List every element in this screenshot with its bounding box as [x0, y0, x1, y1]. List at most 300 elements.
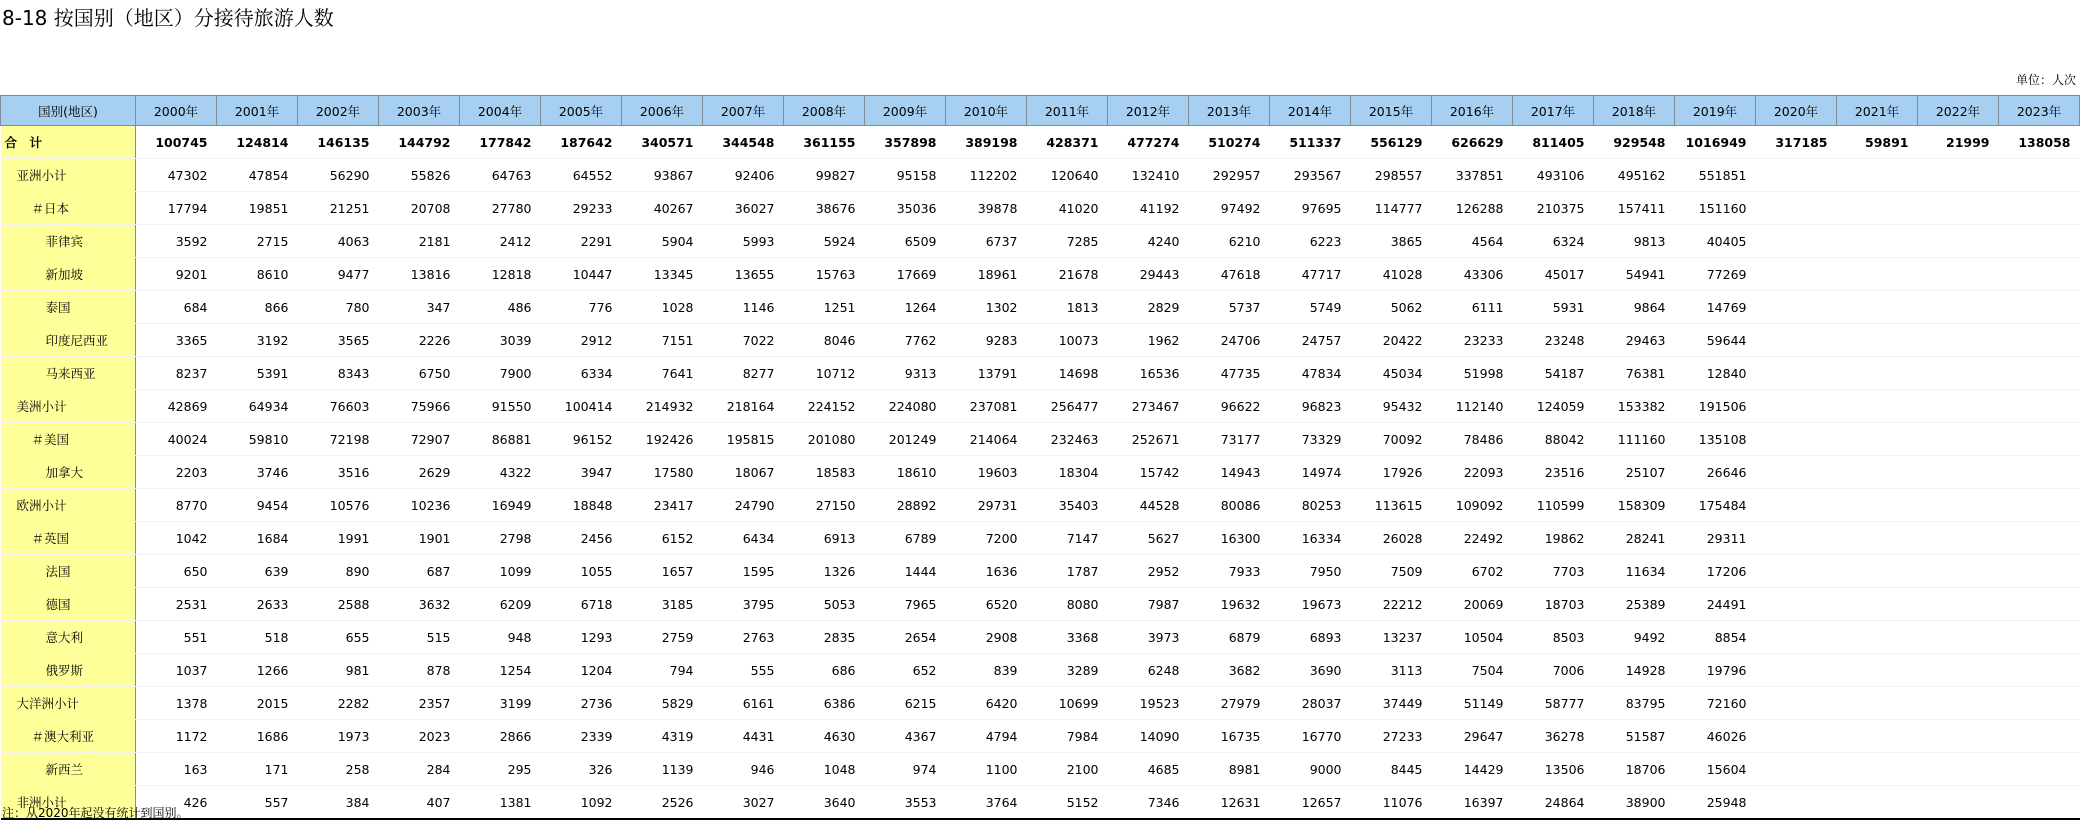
value-cell: 56290 [298, 159, 379, 192]
value-cell [1837, 786, 1918, 820]
value-cell: 1813 [1027, 291, 1108, 324]
header-year: 2013年 [1189, 96, 1270, 126]
value-cell: 6509 [865, 225, 946, 258]
value-cell: 3632 [379, 588, 460, 621]
value-cell: 25948 [1675, 786, 1756, 820]
value-cell: 2633 [217, 588, 298, 621]
value-cell: 83795 [1594, 687, 1675, 720]
value-cell [1918, 555, 1999, 588]
value-cell: 26028 [1351, 522, 1432, 555]
value-cell: 37449 [1351, 687, 1432, 720]
value-cell: 18067 [703, 456, 784, 489]
value-cell: 18848 [541, 489, 622, 522]
value-cell: 14429 [1432, 753, 1513, 786]
value-cell: 3795 [703, 588, 784, 621]
value-cell: 36027 [703, 192, 784, 225]
value-cell: 8854 [1675, 621, 1756, 654]
value-cell: 1092 [541, 786, 622, 820]
value-cell: 946 [703, 753, 784, 786]
value-cell: 35036 [865, 192, 946, 225]
value-cell: 1302 [946, 291, 1027, 324]
value-cell [1918, 489, 1999, 522]
value-cell [1999, 258, 2080, 291]
value-cell: 28241 [1594, 522, 1675, 555]
value-cell: 99827 [784, 159, 865, 192]
value-cell: 2715 [217, 225, 298, 258]
value-cell: 19632 [1189, 588, 1270, 621]
value-cell: 974 [865, 753, 946, 786]
value-cell: 551 [136, 621, 217, 654]
value-cell: 7285 [1027, 225, 1108, 258]
value-cell: 214932 [622, 390, 703, 423]
unit-label: 单位：人次 [2015, 73, 2076, 87]
value-cell: 17926 [1351, 456, 1432, 489]
value-cell: 5391 [217, 357, 298, 390]
value-cell: 17206 [1675, 555, 1756, 588]
value-cell [1999, 621, 2080, 654]
value-cell: 96622 [1189, 390, 1270, 423]
value-cell: 4063 [298, 225, 379, 258]
value-cell: 2912 [541, 324, 622, 357]
table-row [1, 489, 2080, 522]
value-cell: 555 [703, 654, 784, 687]
value-cell: 1657 [622, 555, 703, 588]
value-cell: 551851 [1675, 159, 1756, 192]
value-cell: 811405 [1513, 126, 1594, 159]
value-cell: 175484 [1675, 489, 1756, 522]
value-cell: 6879 [1189, 621, 1270, 654]
value-cell [1756, 654, 1837, 687]
value-cell [1918, 159, 1999, 192]
value-cell: 493106 [1513, 159, 1594, 192]
value-cell: 650 [136, 555, 217, 588]
value-cell: 3368 [1027, 621, 1108, 654]
value-cell: 3113 [1351, 654, 1432, 687]
value-cell [1756, 588, 1837, 621]
value-cell: 486 [460, 291, 541, 324]
row-label: 非洲小计 [1, 786, 136, 820]
value-cell: 780 [298, 291, 379, 324]
value-cell: 981 [298, 654, 379, 687]
row-label: ＃日本 [1, 192, 136, 225]
value-cell: 192426 [622, 423, 703, 456]
value-cell: 16397 [1432, 786, 1513, 820]
value-cell: 9283 [946, 324, 1027, 357]
value-cell: 1264 [865, 291, 946, 324]
value-cell: 171 [217, 753, 298, 786]
header-year: 2002年 [298, 96, 379, 126]
value-cell: 39878 [946, 192, 1027, 225]
row-label: 大洋洲小计 [1, 687, 136, 720]
value-cell: 258 [298, 753, 379, 786]
value-cell [1999, 720, 2080, 753]
value-cell: 2526 [622, 786, 703, 820]
value-cell: 1048 [784, 753, 865, 786]
value-cell [1756, 522, 1837, 555]
value-cell: 44528 [1108, 489, 1189, 522]
value-cell: 1973 [298, 720, 379, 753]
value-cell: 47302 [136, 159, 217, 192]
value-cell: 75966 [379, 390, 460, 423]
value-cell [1918, 258, 1999, 291]
value-cell: 361155 [784, 126, 865, 159]
value-cell: 218164 [703, 390, 784, 423]
value-cell [1756, 786, 1837, 820]
value-cell: 13506 [1513, 753, 1594, 786]
value-cell: 14769 [1675, 291, 1756, 324]
value-cell: 6750 [379, 357, 460, 390]
value-cell: 4367 [865, 720, 946, 753]
value-cell: 24706 [1189, 324, 1270, 357]
value-cell: 187642 [541, 126, 622, 159]
value-cell: 224080 [865, 390, 946, 423]
table-row [1, 654, 2080, 687]
value-cell: 59810 [217, 423, 298, 456]
value-cell: 201080 [784, 423, 865, 456]
value-cell: 210375 [1513, 192, 1594, 225]
value-cell: 6913 [784, 522, 865, 555]
value-cell: 7641 [622, 357, 703, 390]
value-cell: 191506 [1675, 390, 1756, 423]
value-cell: 5904 [622, 225, 703, 258]
value-cell: 9813 [1594, 225, 1675, 258]
value-cell: 1016949 [1675, 126, 1756, 159]
table-row [1, 522, 2080, 555]
value-cell: 3192 [217, 324, 298, 357]
value-cell: 5829 [622, 687, 703, 720]
value-cell [1999, 192, 2080, 225]
row-label: 美洲小计 [1, 390, 136, 423]
table-row [1, 753, 2080, 786]
value-cell [1918, 522, 1999, 555]
value-cell: 8237 [136, 357, 217, 390]
value-cell [1756, 687, 1837, 720]
value-cell: 23248 [1513, 324, 1594, 357]
value-cell: 19796 [1675, 654, 1756, 687]
value-cell: 1139 [622, 753, 703, 786]
header-year: 2022年 [1918, 96, 1999, 126]
value-cell [1918, 720, 1999, 753]
header-year: 2019年 [1675, 96, 1756, 126]
value-cell: 1146 [703, 291, 784, 324]
header-year: 2018年 [1594, 96, 1675, 126]
header-name-column: 国别(地区) [1, 96, 136, 126]
value-cell: 1266 [217, 654, 298, 687]
value-cell: 9454 [217, 489, 298, 522]
value-cell: 19603 [946, 456, 1027, 489]
value-cell: 42869 [136, 390, 217, 423]
value-cell: 1595 [703, 555, 784, 588]
row-label: 法国 [1, 555, 136, 588]
value-cell: 4431 [703, 720, 784, 753]
value-cell: 2736 [541, 687, 622, 720]
value-cell [1837, 192, 1918, 225]
value-cell: 347 [379, 291, 460, 324]
value-cell: 47618 [1189, 258, 1270, 291]
value-cell: 18304 [1027, 456, 1108, 489]
value-cell: 16300 [1189, 522, 1270, 555]
value-cell [1756, 225, 1837, 258]
value-cell: 29443 [1108, 258, 1189, 291]
value-cell: 59644 [1675, 324, 1756, 357]
value-cell [1837, 687, 1918, 720]
value-cell: 5749 [1270, 291, 1351, 324]
value-cell: 1381 [460, 786, 541, 820]
value-cell: 2759 [622, 621, 703, 654]
table-row [1, 786, 2080, 820]
value-cell [1837, 654, 1918, 687]
value-cell: 112140 [1432, 390, 1513, 423]
value-cell: 8610 [217, 258, 298, 291]
value-cell: 5627 [1108, 522, 1189, 555]
value-cell: 24491 [1675, 588, 1756, 621]
value-cell: 3289 [1027, 654, 1108, 687]
value-cell: 24864 [1513, 786, 1594, 820]
value-cell: 7509 [1351, 555, 1432, 588]
value-cell: 518 [217, 621, 298, 654]
value-cell: 29731 [946, 489, 1027, 522]
value-cell: 866 [217, 291, 298, 324]
value-cell: 8046 [784, 324, 865, 357]
value-cell: 2629 [379, 456, 460, 489]
value-cell [1837, 522, 1918, 555]
value-cell: 477274 [1108, 126, 1189, 159]
value-cell: 1378 [136, 687, 217, 720]
value-cell: 3682 [1189, 654, 1270, 687]
value-cell [1999, 489, 2080, 522]
value-cell: 293567 [1270, 159, 1351, 192]
value-cell: 6209 [460, 588, 541, 621]
value-cell: 18961 [946, 258, 1027, 291]
value-cell: 3365 [136, 324, 217, 357]
value-cell: 7022 [703, 324, 784, 357]
value-cell: 17580 [622, 456, 703, 489]
value-cell: 337851 [1432, 159, 1513, 192]
value-cell: 135108 [1675, 423, 1756, 456]
value-cell: 41020 [1027, 192, 1108, 225]
value-cell: 97492 [1189, 192, 1270, 225]
value-cell: 18610 [865, 456, 946, 489]
value-cell: 929548 [1594, 126, 1675, 159]
value-cell: 686 [784, 654, 865, 687]
row-label: ＃美国 [1, 423, 136, 456]
value-cell: 389198 [946, 126, 1027, 159]
value-cell: 557 [217, 786, 298, 820]
value-cell: 2412 [460, 225, 541, 258]
value-cell: 7900 [460, 357, 541, 390]
value-cell [1837, 423, 1918, 456]
value-cell: 256477 [1027, 390, 1108, 423]
value-cell: 890 [298, 555, 379, 588]
value-cell: 292957 [1189, 159, 1270, 192]
value-cell: 2531 [136, 588, 217, 621]
value-cell: 2100 [1027, 753, 1108, 786]
header-year: 2000年 [136, 96, 217, 126]
value-cell: 151160 [1675, 192, 1756, 225]
value-cell: 1444 [865, 555, 946, 588]
value-cell: 27780 [460, 192, 541, 225]
header-year: 2023年 [1999, 96, 2080, 126]
value-cell: 26646 [1675, 456, 1756, 489]
value-cell [1837, 324, 1918, 357]
value-cell: 4240 [1108, 225, 1189, 258]
value-cell: 3027 [703, 786, 784, 820]
value-cell: 317185 [1756, 126, 1837, 159]
value-cell: 146135 [298, 126, 379, 159]
value-cell: 14698 [1027, 357, 1108, 390]
table-row [1, 588, 2080, 621]
value-cell: 9313 [865, 357, 946, 390]
value-cell [1999, 753, 2080, 786]
value-cell: 86881 [460, 423, 541, 456]
value-cell: 7762 [865, 324, 946, 357]
value-cell [1918, 687, 1999, 720]
value-cell: 72907 [379, 423, 460, 456]
value-cell: 6111 [1432, 291, 1513, 324]
value-cell [1756, 324, 1837, 357]
row-label: 印度尼西亚 [1, 324, 136, 357]
value-cell [1918, 291, 1999, 324]
value-cell: 29311 [1675, 522, 1756, 555]
value-cell: 18706 [1594, 753, 1675, 786]
value-cell: 2203 [136, 456, 217, 489]
value-cell: 326 [541, 753, 622, 786]
value-cell: 626629 [1432, 126, 1513, 159]
value-cell: 2866 [460, 720, 541, 753]
value-cell: 4319 [622, 720, 703, 753]
value-cell [1918, 588, 1999, 621]
value-cell: 72198 [298, 423, 379, 456]
value-cell [1756, 357, 1837, 390]
value-cell [1918, 654, 1999, 687]
value-cell: 18583 [784, 456, 865, 489]
value-cell: 73329 [1270, 423, 1351, 456]
value-cell: 177842 [460, 126, 541, 159]
value-cell: 4564 [1432, 225, 1513, 258]
value-cell: 3690 [1270, 654, 1351, 687]
value-cell: 124814 [217, 126, 298, 159]
value-cell [1918, 357, 1999, 390]
value-cell: 7950 [1270, 555, 1351, 588]
value-cell: 13345 [622, 258, 703, 291]
header-year: 2001年 [217, 96, 298, 126]
table-body [1, 126, 2080, 820]
header-year: 2006年 [622, 96, 703, 126]
value-cell: 2282 [298, 687, 379, 720]
value-cell: 64763 [460, 159, 541, 192]
value-cell: 47717 [1270, 258, 1351, 291]
value-cell: 80253 [1270, 489, 1351, 522]
value-cell [1918, 456, 1999, 489]
value-cell: 132410 [1108, 159, 1189, 192]
value-cell [1756, 423, 1837, 456]
value-cell: 1991 [298, 522, 379, 555]
value-cell [1999, 423, 2080, 456]
value-cell: 112202 [946, 159, 1027, 192]
value-cell [1999, 588, 2080, 621]
value-cell [1837, 390, 1918, 423]
value-cell: 3746 [217, 456, 298, 489]
value-cell: 6737 [946, 225, 1027, 258]
value-cell: 232463 [1027, 423, 1108, 456]
value-cell: 655 [298, 621, 379, 654]
value-cell [1918, 621, 1999, 654]
row-label: 德国 [1, 588, 136, 621]
value-cell: 29233 [541, 192, 622, 225]
header-year: 2007年 [703, 96, 784, 126]
value-cell [1999, 456, 2080, 489]
total-row [1, 126, 2080, 159]
value-cell: 96823 [1270, 390, 1351, 423]
value-cell: 20422 [1351, 324, 1432, 357]
value-cell: 29647 [1432, 720, 1513, 753]
header-year: 2016年 [1432, 96, 1513, 126]
value-cell: 3947 [541, 456, 622, 489]
value-cell [1756, 555, 1837, 588]
value-cell: 1326 [784, 555, 865, 588]
value-cell: 1028 [622, 291, 703, 324]
value-cell [1837, 588, 1918, 621]
value-cell: 10699 [1027, 687, 1108, 720]
value-cell: 95432 [1351, 390, 1432, 423]
value-cell: 5924 [784, 225, 865, 258]
value-cell: 25389 [1594, 588, 1675, 621]
value-cell: 2181 [379, 225, 460, 258]
value-cell: 2908 [946, 621, 1027, 654]
value-cell: 1042 [136, 522, 217, 555]
header-year: 2020年 [1756, 96, 1837, 126]
value-cell: 15604 [1675, 753, 1756, 786]
value-cell: 426 [136, 786, 217, 820]
value-cell: 110599 [1513, 489, 1594, 522]
value-cell: 55826 [379, 159, 460, 192]
header-year: 2008年 [784, 96, 865, 126]
value-cell: 9477 [298, 258, 379, 291]
value-cell: 22492 [1432, 522, 1513, 555]
value-cell: 7147 [1027, 522, 1108, 555]
value-cell: 7987 [1108, 588, 1189, 621]
value-cell: 2291 [541, 225, 622, 258]
value-cell: 5931 [1513, 291, 1594, 324]
value-cell [1918, 753, 1999, 786]
value-cell: 153382 [1594, 390, 1675, 423]
value-cell: 21678 [1027, 258, 1108, 291]
tourism-table [0, 95, 2080, 820]
value-cell: 27233 [1351, 720, 1432, 753]
value-cell: 1293 [541, 621, 622, 654]
value-cell: 43306 [1432, 258, 1513, 291]
value-cell: 273467 [1108, 390, 1189, 423]
value-cell: 19862 [1513, 522, 1594, 555]
value-cell: 12818 [460, 258, 541, 291]
value-cell: 46026 [1675, 720, 1756, 753]
value-cell: 100745 [136, 126, 217, 159]
value-cell: 6893 [1270, 621, 1351, 654]
value-cell: 6210 [1189, 225, 1270, 258]
value-cell: 5062 [1351, 291, 1432, 324]
value-cell [1999, 786, 2080, 820]
value-cell: 10576 [298, 489, 379, 522]
value-cell: 11634 [1594, 555, 1675, 588]
value-cell: 344548 [703, 126, 784, 159]
value-cell: 3640 [784, 786, 865, 820]
value-cell: 1901 [379, 522, 460, 555]
value-cell: 38900 [1594, 786, 1675, 820]
value-cell: 51587 [1594, 720, 1675, 753]
value-cell: 2763 [703, 621, 784, 654]
value-cell: 10236 [379, 489, 460, 522]
value-cell: 7504 [1432, 654, 1513, 687]
